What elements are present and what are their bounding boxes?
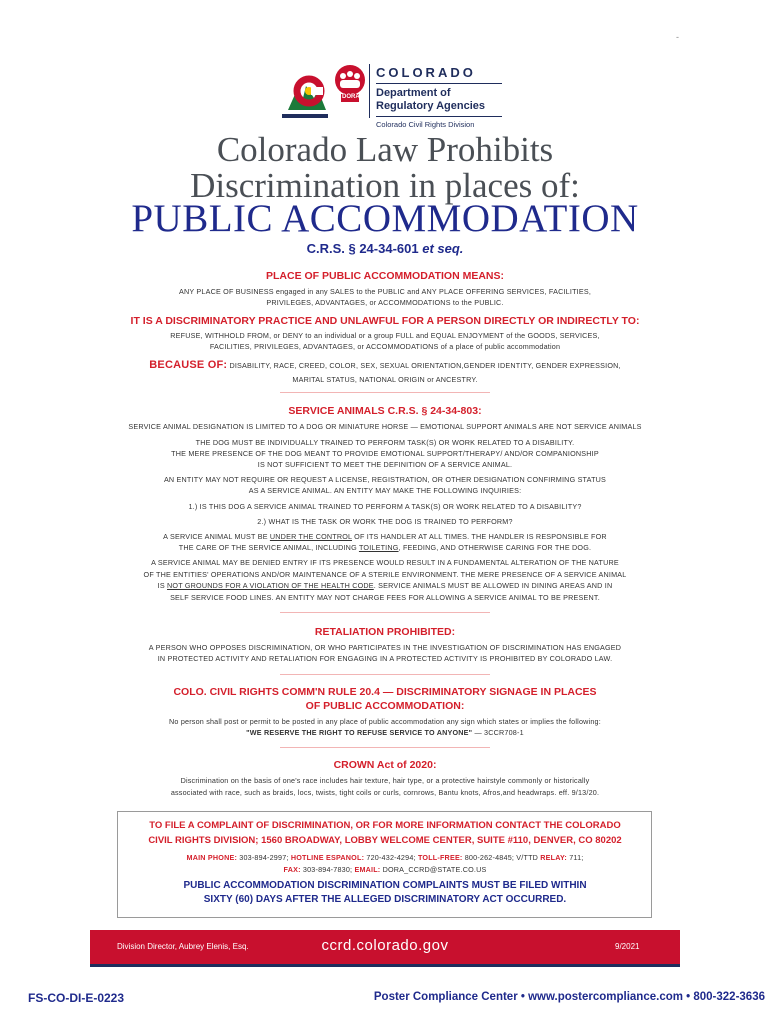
section5-quote-line — [0, 727, 770, 738]
service-line-9b: OF ITS HANDLER AT ALL TIMES. THE HANDLER IS RESPONSIBLE FOR — [351, 532, 607, 541]
contact-phones — [0, 852, 770, 863]
service-line-10b: , FEEDING, AND OTHERWISE CARING FOR THE DOG. — [398, 543, 592, 552]
service-line-12: OF THE ENTITIES' OPERATIONS AND/OR MAINTENANCE OF A STERILE ENVIRONMENT. THE MERE PRESENCE OF A SERVICE ANIMAL — [143, 570, 627, 579]
division-name: Colorado Civil Rights Division — [376, 120, 475, 129]
espanol-value[interactable]: 720-432-4294; — [364, 853, 418, 862]
because-line-1 — [0, 360, 770, 371]
service-line-1: SERVICE ANIMAL DESIGNATION IS LIMITED TO A DOG OR MINIATURE HORSE — EMOTIONAL SUPPORT ANIMALS ARE NOT SERVICE ANIMALS — [128, 422, 642, 431]
fax-value: 303-894-7830; — [300, 865, 355, 874]
service-line-7: 1.) IS THIS DOG A SERVICE ANIMAL TRAINED TO PERFORM A TASK(S) OR WORK RELATED TO A DISABILITY? — [188, 502, 582, 511]
separator-3 — [280, 674, 490, 675]
section5-line-1: No person shall post or permit to be posted in any place of public accommodation any sign which states or implies the following: — [169, 717, 601, 726]
main-phone-value[interactable]: 303-894-2997; — [237, 853, 291, 862]
section1-line-2: PRIVILEGES, ADVANTAGES, or ACCOMMODATIONS to the PUBLIC. — [266, 298, 504, 307]
tollfree-value[interactable]: 800-262-4845; V/TTD — [462, 853, 541, 862]
separator-2 — [280, 612, 490, 613]
revision-date: 9/2021 — [615, 942, 640, 951]
agency-block — [376, 65, 502, 129]
tollfree-label: TOLL-FREE: — [417, 853, 463, 862]
service-line-9 — [0, 531, 770, 542]
service-line-13-underlined: NOT GROUNDS FOR A VIOLATION OF THE HEALTH CODE — [167, 581, 374, 590]
service-line-3: THE MERE PRESENCE OF THE DOG MEANT TO PROVIDE EMOTIONAL SUPPORT/THERAPY/ AND/OR COMPANIONSHIP — [171, 449, 599, 458]
because-line-2: MARITAL STATUS, NATIONAL ORIGIN or ANCESTRY. — [292, 375, 478, 384]
dora-badge-label: DORA — [342, 94, 360, 100]
service-line-11: A SERVICE ANIMAL MAY BE DENIED ENTRY IF ITS PRESENCE WOULD RESULT IN A FUNDAMENTAL ALTERATION OF THE NATURE — [151, 558, 619, 567]
email-label: EMAIL: — [354, 865, 381, 874]
citation-suffix: et seq. — [418, 241, 464, 256]
section6-line-1: Discrimination on the basis of one's race includes hair texture, hair type, or a protective hairstyle commonly or historically — [180, 776, 590, 785]
main-phone-label: MAIN PHONE: — [186, 853, 238, 862]
service-line-13b: . SERVICE ANIMALS MUST BE ALLOWED IN DINING AREAS AND IN — [373, 581, 613, 590]
service-line-2: THE DOG MUST BE INDIVIDUALLY TRAINED TO PERFORM TASK(S) OR WORK RELATED TO A DISABILITY. — [195, 438, 575, 447]
brand-underline — [376, 83, 502, 84]
section4-line-1: A PERSON WHO OPPOSES DISCRIMINATION, OR WHO PARTICIPATES IN THE INVESTIGATION OF DISCRIMINATION HAS ENGAGED — [148, 643, 622, 652]
section2-line-2: FACILITIES, PRIVILEGES, ADVANTAGES, or ACCOMMODATIONS of a place of public accommodation — [209, 342, 561, 351]
fax-label: FAX: — [283, 865, 301, 874]
section4-heading: RETALIATION PROHIBITED: — [314, 626, 456, 638]
footer-stripe — [90, 964, 680, 967]
title-line-2: Discrimination in places of: — [190, 166, 580, 205]
section4-line-2: IN PROTECTED ACTIVITY AND RETALIATION FOR ENGAGING IN A PROTECTED ACTIVITY IS PROHIBITED BY COLORADO LAW. — [157, 654, 613, 663]
email-link[interactable]: DORA_CCRD@STATE.CO.US — [380, 865, 487, 874]
section5-heading-1: COLO. CIVIL RIGHTS COMM'N RULE 20.4 — DISCRIMINATORY SIGNAGE IN PLACES — [173, 686, 597, 698]
section5-quote-ref: — 3CCR708-1 — [472, 728, 524, 737]
section2-heading: IT IS A DISCRIMINATORY PRACTICE AND UNLAWFUL FOR A PERSON DIRECTLY OR INDIRECTLY TO: — [130, 315, 640, 327]
contact-line-1: TO FILE A COMPLAINT OF DISCRIMINATION, OR FOR MORE INFORMATION CONTACT THE COLORADO — [149, 820, 621, 831]
poster-compliance-center: Poster Compliance Center • www.postercompliance.com • 800-322-3636 — [373, 991, 765, 1003]
colorado-c-logo-icon — [282, 62, 328, 118]
dept-underline — [376, 116, 502, 117]
separator-1 — [280, 392, 490, 393]
division-director: Division Director, Aubrey Elenis, Esq. — [117, 942, 249, 951]
deadline-line-2: SIXTY (60) DAYS AFTER THE ALLEGED DISCRIMINATORY ACT OCCURRED. — [203, 894, 567, 905]
separator-4 — [280, 747, 490, 748]
section5-heading-2: OF PUBLIC ACCOMMODATION: — [305, 700, 465, 712]
brand-name: COLORADO — [376, 65, 476, 80]
service-line-10-underlined: TOILETING — [358, 543, 399, 552]
citation — [0, 241, 770, 256]
section2-line-1: REFUSE, WITHHOLD FROM, or DENY to an individual or a group FULL and EQUAL ENJOYMENT of the GOODS, SERVICES, — [170, 331, 600, 340]
section1-heading: PLACE OF PUBLIC ACCOMMODATION MEANS: — [266, 270, 504, 282]
section6-heading: CROWN Act of 2020: — [333, 759, 437, 771]
contact-fax-email — [0, 864, 770, 875]
section1-line-1: ANY PLACE OF BUSINESS engaged in any SALES to the PUBLIC and ANY PLACE OFFERING SERVICES, FACILITIES, — [178, 287, 592, 296]
espanol-label: HOTLINE ESPANOL: — [290, 853, 365, 862]
service-line-9-underlined: UNDER THE CONTROL — [269, 532, 352, 541]
service-line-6: AS A SERVICE ANIMAL. AN ENTITY MAY MAKE THE FOLLOWING INQUIRIES: — [248, 486, 522, 495]
section6-line-2: associated with race, such as braids, locs, twists, tight coils or curls, cornrows, Bantu knots, Afros,and headwraps. eff. 9/13/20. — [170, 788, 600, 797]
corner-mark: - — [676, 32, 679, 42]
relay-label: RELAY: — [540, 853, 568, 862]
service-line-13a: IS — [157, 581, 168, 590]
title-line-1: Colorado Law Prohibits — [216, 130, 554, 169]
logo-divider — [369, 64, 370, 118]
dept-line-2: Regulatory Agencies — [376, 100, 486, 112]
service-line-4: IS NOT SUFFICIENT TO MEET THE DEFINITION OF A SERVICE ANIMAL. — [257, 460, 513, 469]
title-line-3: PUBLIC ACCOMMODATION — [131, 197, 639, 240]
service-line-14: SELF SERVICE FOOD LINES. AN ENTITY MAY NOT CHARGE FEES FOR ALLOWING A SERVICE ANIMAL TO BE PRESENT. — [170, 593, 600, 602]
section3-heading: SERVICE ANIMALS C.R.S. § 24-34-803: — [288, 405, 482, 417]
service-line-8: 2.) WHAT IS THE TASK OR WORK THE DOG IS TRAINED TO PERFORM? — [257, 517, 513, 526]
service-line-9a: A SERVICE ANIMAL MUST BE — [163, 532, 270, 541]
because-label: BECAUSE OF: — [149, 359, 228, 371]
dept-line-1: Department of — [376, 87, 451, 99]
contact-line-2: CIVIL RIGHTS DIVISION; 1560 BROADWAY, LOBBY WELCOME CENTER, SUITE #110, DENVER, CO 80202 — [148, 835, 622, 846]
service-line-10a: THE CARE OF THE SERVICE ANIMAL, INCLUDING — [178, 543, 359, 552]
service-line-13 — [0, 580, 770, 591]
deadline-line-1: PUBLIC ACCOMMODATION DISCRIMINATION COMPLAINTS MUST BE FILED WITHIN — [183, 880, 587, 891]
citation-prefix: C.R.S. § 24-34-601 — [306, 241, 419, 256]
because-list: DISABILITY, RACE, CREED, COLOR, SEX, SEXUAL ORIENTATION,GENDER IDENTITY, GENDER EXPRESSION, — [227, 361, 621, 370]
service-line-10 — [0, 542, 770, 553]
relay-value: 711; — [567, 853, 584, 862]
website-link[interactable]: ccrd.colorado.gov — [321, 937, 449, 954]
form-id: FS-CO-DI-E-0223 — [28, 991, 125, 1005]
section5-quote: "WE RESERVE THE RIGHT TO REFUSE SERVICE TO ANYONE" — [246, 728, 473, 737]
service-line-5: AN ENTITY MAY NOT REQUIRE OR REQUEST A LICENSE, REGISTRATION, OR OTHER DESIGNATION CONFIRMING STATUS — [163, 475, 607, 484]
